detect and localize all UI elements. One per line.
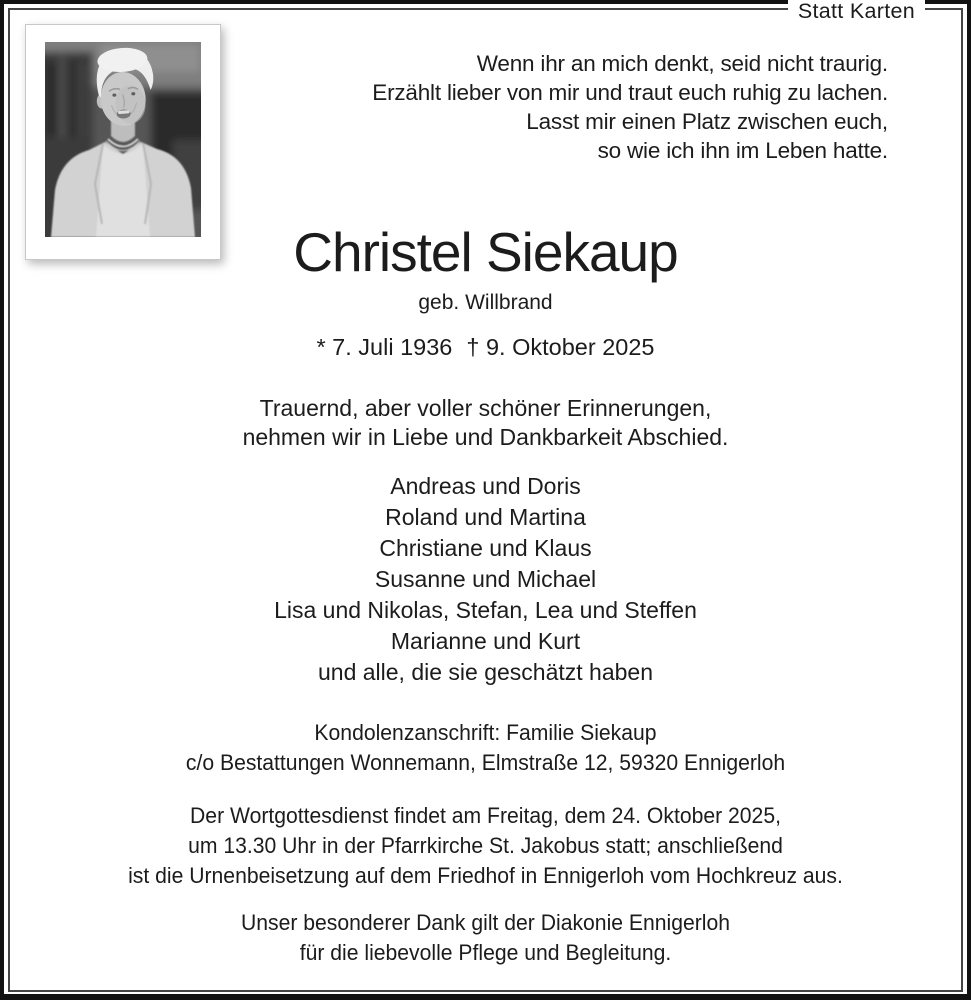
deceased-photo [45, 42, 201, 237]
service-information [57, 801, 913, 891]
verse-line: so wie ich ihn im Leben hatte. [597, 138, 888, 163]
main-content [30, 221, 941, 968]
service-line: ist die Urnenbeisetzung auf dem Friedhof in Ennigerloh vom Hochkreuz aus. [128, 863, 843, 888]
mourner-line: Susanne und Michael [374, 566, 597, 592]
death-date: † 9. Oktober 2025 [466, 334, 655, 360]
farewell-line: Trauernd, aber voller schöner Erinnerungen, [259, 395, 712, 421]
mourner-line: Marianne und Kurt [390, 628, 581, 654]
mourner-line: Christiane und Klaus [379, 535, 592, 561]
memorial-verse [372, 49, 888, 165]
mourner-line: Andreas und Doris [390, 473, 581, 499]
service-line: um 13.30 Uhr in der Pfarrkirche St. Jakobus statt; anschließend [188, 833, 783, 858]
thanks-text [57, 908, 913, 968]
birth-date: * 7. Juli 1936 [316, 334, 453, 360]
condolence-address [57, 718, 913, 778]
mourners-list [30, 471, 941, 688]
farewell-line: nehmen wir in Liebe und Dankbarkeit Abschied. [242, 424, 729, 450]
condolence-line: c/o Bestattungen Wonnemann, Elmstraße 12, 59320 Ennigerloh [185, 750, 786, 775]
verse-line: Wenn ihr an mich denkt, seid nicht traurig. [476, 51, 888, 76]
farewell-text [30, 394, 941, 452]
mourner-line: Lisa und Nikolas, Stefan, Lea und Steffen [274, 597, 697, 623]
mourner-line: Roland und Martina [385, 504, 586, 530]
thanks-line: für die liebevolle Pflege und Begleitung. [299, 940, 672, 965]
deceased-name: Christel Siekaup [293, 221, 678, 283]
verse-line: Erzählt lieber von mir und traut euch ruhig zu lachen. [372, 80, 888, 105]
statt-karten-label: Statt Karten [788, 0, 925, 25]
service-line: Der Wortgottesdienst findet am Freitag, dem 24. Oktober 2025, [190, 803, 781, 828]
thanks-line: Unser besonderer Dank gilt der Diakonie Ennigerloh [240, 910, 731, 935]
condolence-line: Kondolenzanschrift: Familie Siekaup [314, 720, 657, 745]
maiden-name: geb. Willbrand [418, 291, 553, 314]
mourner-line: und alle, die sie geschätzt haben [317, 659, 654, 685]
life-dates [30, 334, 941, 360]
verse-line: Lasst mir einen Platz zwischen euch, [526, 109, 888, 134]
